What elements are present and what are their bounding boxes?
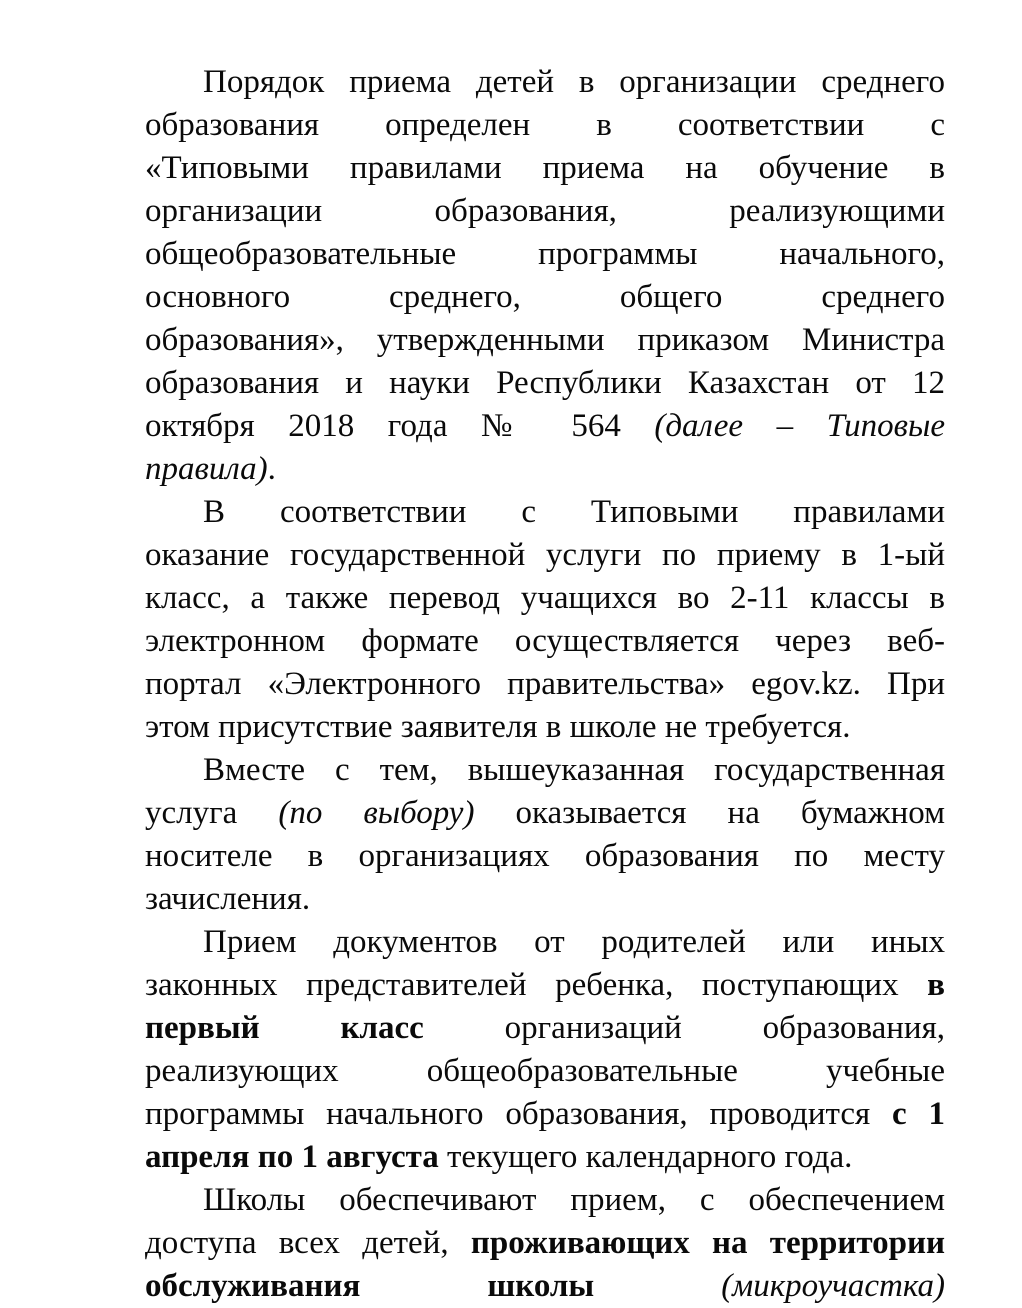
text-run: электронном формате осуществляется через веб- bbox=[145, 623, 945, 659]
text-line bbox=[145, 1050, 945, 1093]
text-line bbox=[145, 921, 945, 964]
text-line bbox=[145, 620, 945, 663]
text-run: носителе в организациях образования по месту bbox=[145, 838, 945, 874]
text-run: основного среднего, общего среднего bbox=[145, 279, 945, 315]
text-run: программы начального образования, проводится bbox=[145, 1096, 893, 1132]
bold-text-run: обслуживания школы bbox=[145, 1268, 722, 1304]
text-run: класс, а также перевод учащихся во 2-11 классы в bbox=[145, 580, 945, 616]
text-line bbox=[145, 1265, 945, 1308]
text-run: доступа всех детей, bbox=[145, 1225, 471, 1261]
text-run: этом присутствие заявителя в школе не требуется. bbox=[145, 709, 851, 745]
text-run: портал «Электронного правительства» egov.kz. При bbox=[145, 666, 945, 702]
text-line bbox=[145, 1179, 945, 1222]
text-line bbox=[145, 792, 945, 835]
text-run: организаций образования, bbox=[423, 1010, 945, 1046]
text-run: октября 2018 года № 564 bbox=[145, 408, 655, 444]
text-line bbox=[145, 1136, 945, 1179]
bold-text-run: в bbox=[927, 967, 945, 1003]
text-line bbox=[145, 964, 945, 1007]
text-line bbox=[145, 706, 945, 749]
text-line bbox=[145, 534, 945, 577]
text-run: оказывается на бумажном bbox=[474, 795, 946, 831]
bold-text-run: с 1 bbox=[892, 1096, 945, 1132]
text-run: общеобразовательные программы начального, bbox=[145, 236, 945, 272]
text-line bbox=[145, 663, 945, 706]
text-run: услуга bbox=[145, 795, 279, 831]
bold-text-run: проживающих на территории bbox=[470, 1225, 945, 1261]
text-run: реализующих общеобразовательные учебные bbox=[145, 1053, 945, 1089]
text-run: образования и науки Республики Казахстан от 12 bbox=[145, 365, 945, 401]
bold-text-run: апреля по 1 августа bbox=[145, 1139, 439, 1175]
text-line bbox=[145, 233, 945, 276]
italic-text-run: (по выбору) bbox=[278, 795, 475, 831]
text-run: Прием документов от родителей или иных bbox=[203, 924, 945, 960]
text-line bbox=[145, 835, 945, 878]
text-run: . bbox=[267, 451, 276, 487]
italic-text-run: правила) bbox=[145, 451, 268, 487]
text-run: зачисления. bbox=[145, 881, 311, 917]
text-line bbox=[145, 190, 945, 233]
text-line bbox=[145, 749, 945, 792]
text-run: образования», утвержденными приказом Министра bbox=[145, 322, 945, 358]
text-line bbox=[145, 878, 945, 921]
text-line bbox=[145, 448, 945, 491]
italic-text-run: (микроучастка) bbox=[721, 1268, 945, 1304]
text-line bbox=[145, 276, 945, 319]
text-run: «Типовыми правилами приема на обучение в bbox=[145, 150, 945, 186]
text-line bbox=[145, 577, 945, 620]
text-line bbox=[145, 1222, 945, 1265]
document-text-block bbox=[145, 61, 945, 1308]
text-line bbox=[145, 61, 945, 104]
text-run: текущего календарного года. bbox=[438, 1139, 853, 1175]
text-run: Школы обеспечивают прием, с обеспечением bbox=[203, 1182, 945, 1218]
text-run: образования определен в соответствии с bbox=[145, 107, 945, 143]
bold-text-run: первый класс bbox=[145, 1010, 424, 1046]
text-line bbox=[145, 1007, 945, 1050]
text-run: Вместе с тем, вышеуказанная государственная bbox=[203, 752, 945, 788]
text-line bbox=[145, 104, 945, 147]
italic-text-run: (далее – Типовые bbox=[654, 408, 945, 444]
text-run: организации образования, реализующими bbox=[145, 193, 945, 229]
text-run: Порядок приема детей в организации среднего bbox=[203, 64, 945, 100]
text-line bbox=[145, 362, 945, 405]
text-line bbox=[145, 147, 945, 190]
text-run: оказание государственной услуги по приему в 1-ый bbox=[145, 537, 945, 573]
text-run: законных представителей ребенка, поступающих bbox=[145, 967, 928, 1003]
text-line bbox=[145, 1093, 945, 1136]
text-run: В соответствии с Типовыми правилами bbox=[203, 494, 945, 530]
text-line bbox=[145, 405, 945, 448]
text-line bbox=[145, 491, 945, 534]
text-line bbox=[145, 319, 945, 362]
